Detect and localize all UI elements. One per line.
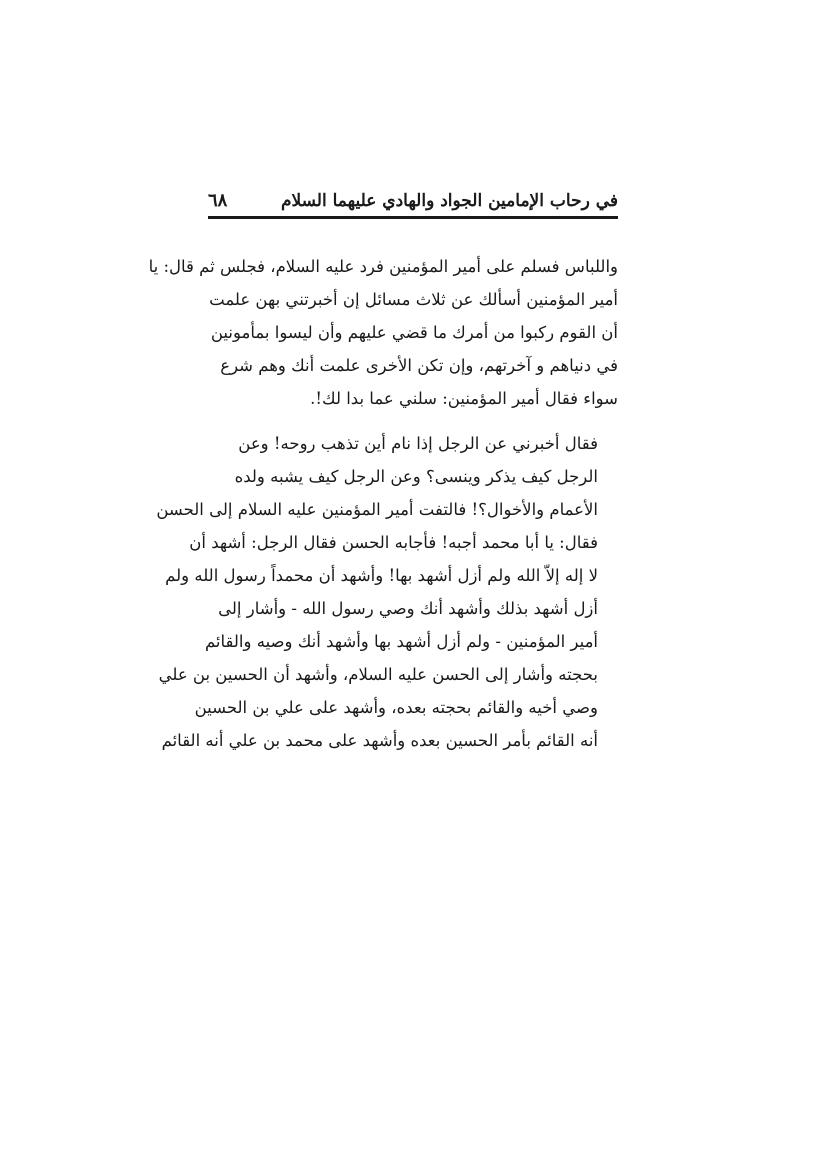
text-line: الرجل كيف يذكر وينسى؟ وعن الرجل كيف يشبه ولده (234, 467, 598, 486)
page-number: ٦٨ (208, 190, 228, 211)
text-line: الأعمام والأخوال؟! فالتفت أمير المؤمنين عليه السلام إلى الحسن (156, 500, 598, 519)
running-title: في رحاب الإمامين الجواد والهادي عليهما السلام (280, 191, 618, 211)
text-line: في دنياهم و آخرتهم، وإن تكن الأخرى علمت أنك وهم شرع (220, 356, 618, 375)
paragraph-1 (148, 250, 618, 415)
text-line: فقال: يا أبا محمد أجبه! فأجابه الحسن فقال الرجل: أشهد أن (189, 533, 598, 552)
text-line: سواء فقال أمير المؤمنين: سلني عما بدا لك!. (310, 389, 618, 408)
header-rule (208, 216, 618, 219)
body-text (148, 250, 618, 757)
text-line: أمير المؤمنين - ولم أزل أشهد بها وأشهد أنك وصيه والقائم (204, 632, 598, 651)
text-line: أمير المؤمنين أسألك عن ثلاث مسائل إن أخبرتني بهن علمت (209, 290, 618, 309)
text-line: وصي أخيه والقائم بحجته بعده، وأشهد على علي بن الحسين (194, 698, 598, 717)
paragraph-2 (156, 427, 618, 757)
text-line: لا إله إلاّ الله ولم أزل أشهد بها! وأشهد أن محمداً رسول الله ولم (165, 566, 598, 585)
text-line: واللباس فسلم على أمير المؤمنين فرد عليه السلام، فجلس ثم قال: يا (148, 257, 618, 276)
text-line: بحجته وأشار إلى الحسن عليه السلام، وأشهد أن الحسين بن علي (158, 665, 598, 684)
text-line: أنه القائم بأمر الحسين بعده وأشهد على محمد بن علي أنه القائم (161, 731, 598, 750)
text-line: فقال أخبرني عن الرجل إذا نام أين تذهب روحه! وعن (238, 434, 598, 453)
text-line: أن القوم ركبوا من أمرك ما قضي عليهم وأن ليسوا بمأمونين (210, 323, 618, 342)
text-line: أزل أشهد بذلك وأشهد أنك وصي رسول الله - وأشار إلى (218, 599, 598, 618)
page-header (208, 188, 618, 216)
